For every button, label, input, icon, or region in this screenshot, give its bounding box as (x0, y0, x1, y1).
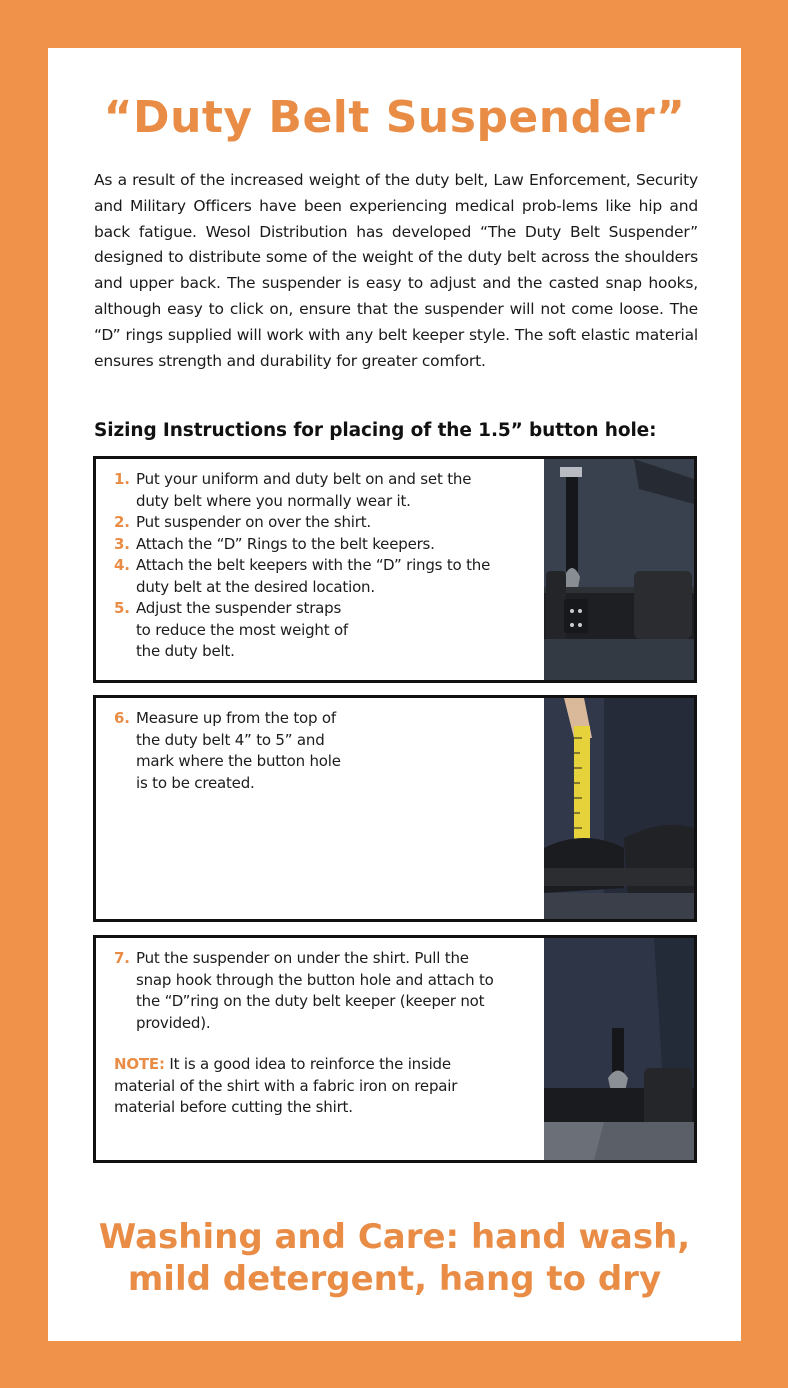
step-text: Measure up from the top of the duty belt 4” to 5” and mark where the button hole is to be created. (136, 709, 341, 792)
step-6-block (114, 708, 364, 794)
step-text: Put the suspender on under the shirt. Pull the snap hook through the button hole and attach to the “D”ring on the duty belt keeper (keeper not provided). (136, 949, 494, 1032)
instruction-box-2 (93, 695, 697, 922)
step-4 (114, 555, 514, 598)
step-number: 2. (114, 513, 130, 531)
photo-measuring-tape (544, 698, 694, 919)
step-number: 5. (114, 599, 130, 617)
photo-suspender-under-shirt (544, 938, 694, 1160)
step-text: Attach the belt keepers with the “D” rings to the duty belt at the desired location. (136, 556, 491, 596)
sizing-heading: Sizing Instructions for placing of the 1.5” button hole: (94, 420, 657, 441)
step-2 (114, 512, 514, 534)
washing-care (48, 1216, 741, 1300)
step-1 (114, 469, 514, 512)
instruction-box-3 (93, 935, 697, 1163)
step-text: Adjust the suspender straps to reduce the most weight of the duty belt. (136, 599, 349, 660)
note (114, 1054, 506, 1119)
step-number: 4. (114, 556, 130, 574)
page-title: “Duty Belt Suspender” (103, 92, 686, 143)
care-line-2: mild detergent, hang to dry (127, 1259, 662, 1299)
step-6 (114, 708, 364, 794)
steps-1-5 (114, 469, 514, 663)
photo-suspender-on-belt (544, 459, 694, 680)
note-text: It is a good idea to reinforce the inside material of the shirt with a fabric iron on repair material before cutting the shirt. (114, 1055, 458, 1116)
care-line-1: Washing and Care: hand wash, (98, 1217, 691, 1257)
intro-paragraph: As a result of the increased weight of the duty belt, Law Enforcement, Security and Military Officers have been experiencing medical prob-lems like hip and back fatigue. Wesol Distribution has developed “The Duty Belt Suspender” designed to distribute some of the weight of the duty belt across the shoulders and upper back. The suspender is easy to adjust and the casted snap hooks, although easy to click on, ensure that the suspender will not come loose. The “D” rings supplied will work with any belt keeper style. The soft elastic material ensures strength and durability for greater comfort. (94, 171, 698, 370)
step-3 (114, 534, 514, 556)
note-label: NOTE: (114, 1055, 165, 1073)
step-text: Put your uniform and duty belt on and set the duty belt where you normally wear it. (136, 470, 472, 510)
step-number: 3. (114, 534, 130, 553)
step-text: Attach the “D” Rings to the belt keepers. (136, 534, 435, 553)
info-card (48, 48, 741, 1341)
step-number: 6. (114, 709, 130, 727)
step-7-block (114, 948, 514, 1119)
step-text: Put suspender on over the shirt. (136, 513, 371, 531)
step-7 (114, 948, 514, 1034)
instruction-box-1 (93, 456, 697, 683)
step-number: 7. (114, 949, 130, 967)
step-number: 1. (114, 470, 130, 488)
step-5 (114, 598, 514, 663)
